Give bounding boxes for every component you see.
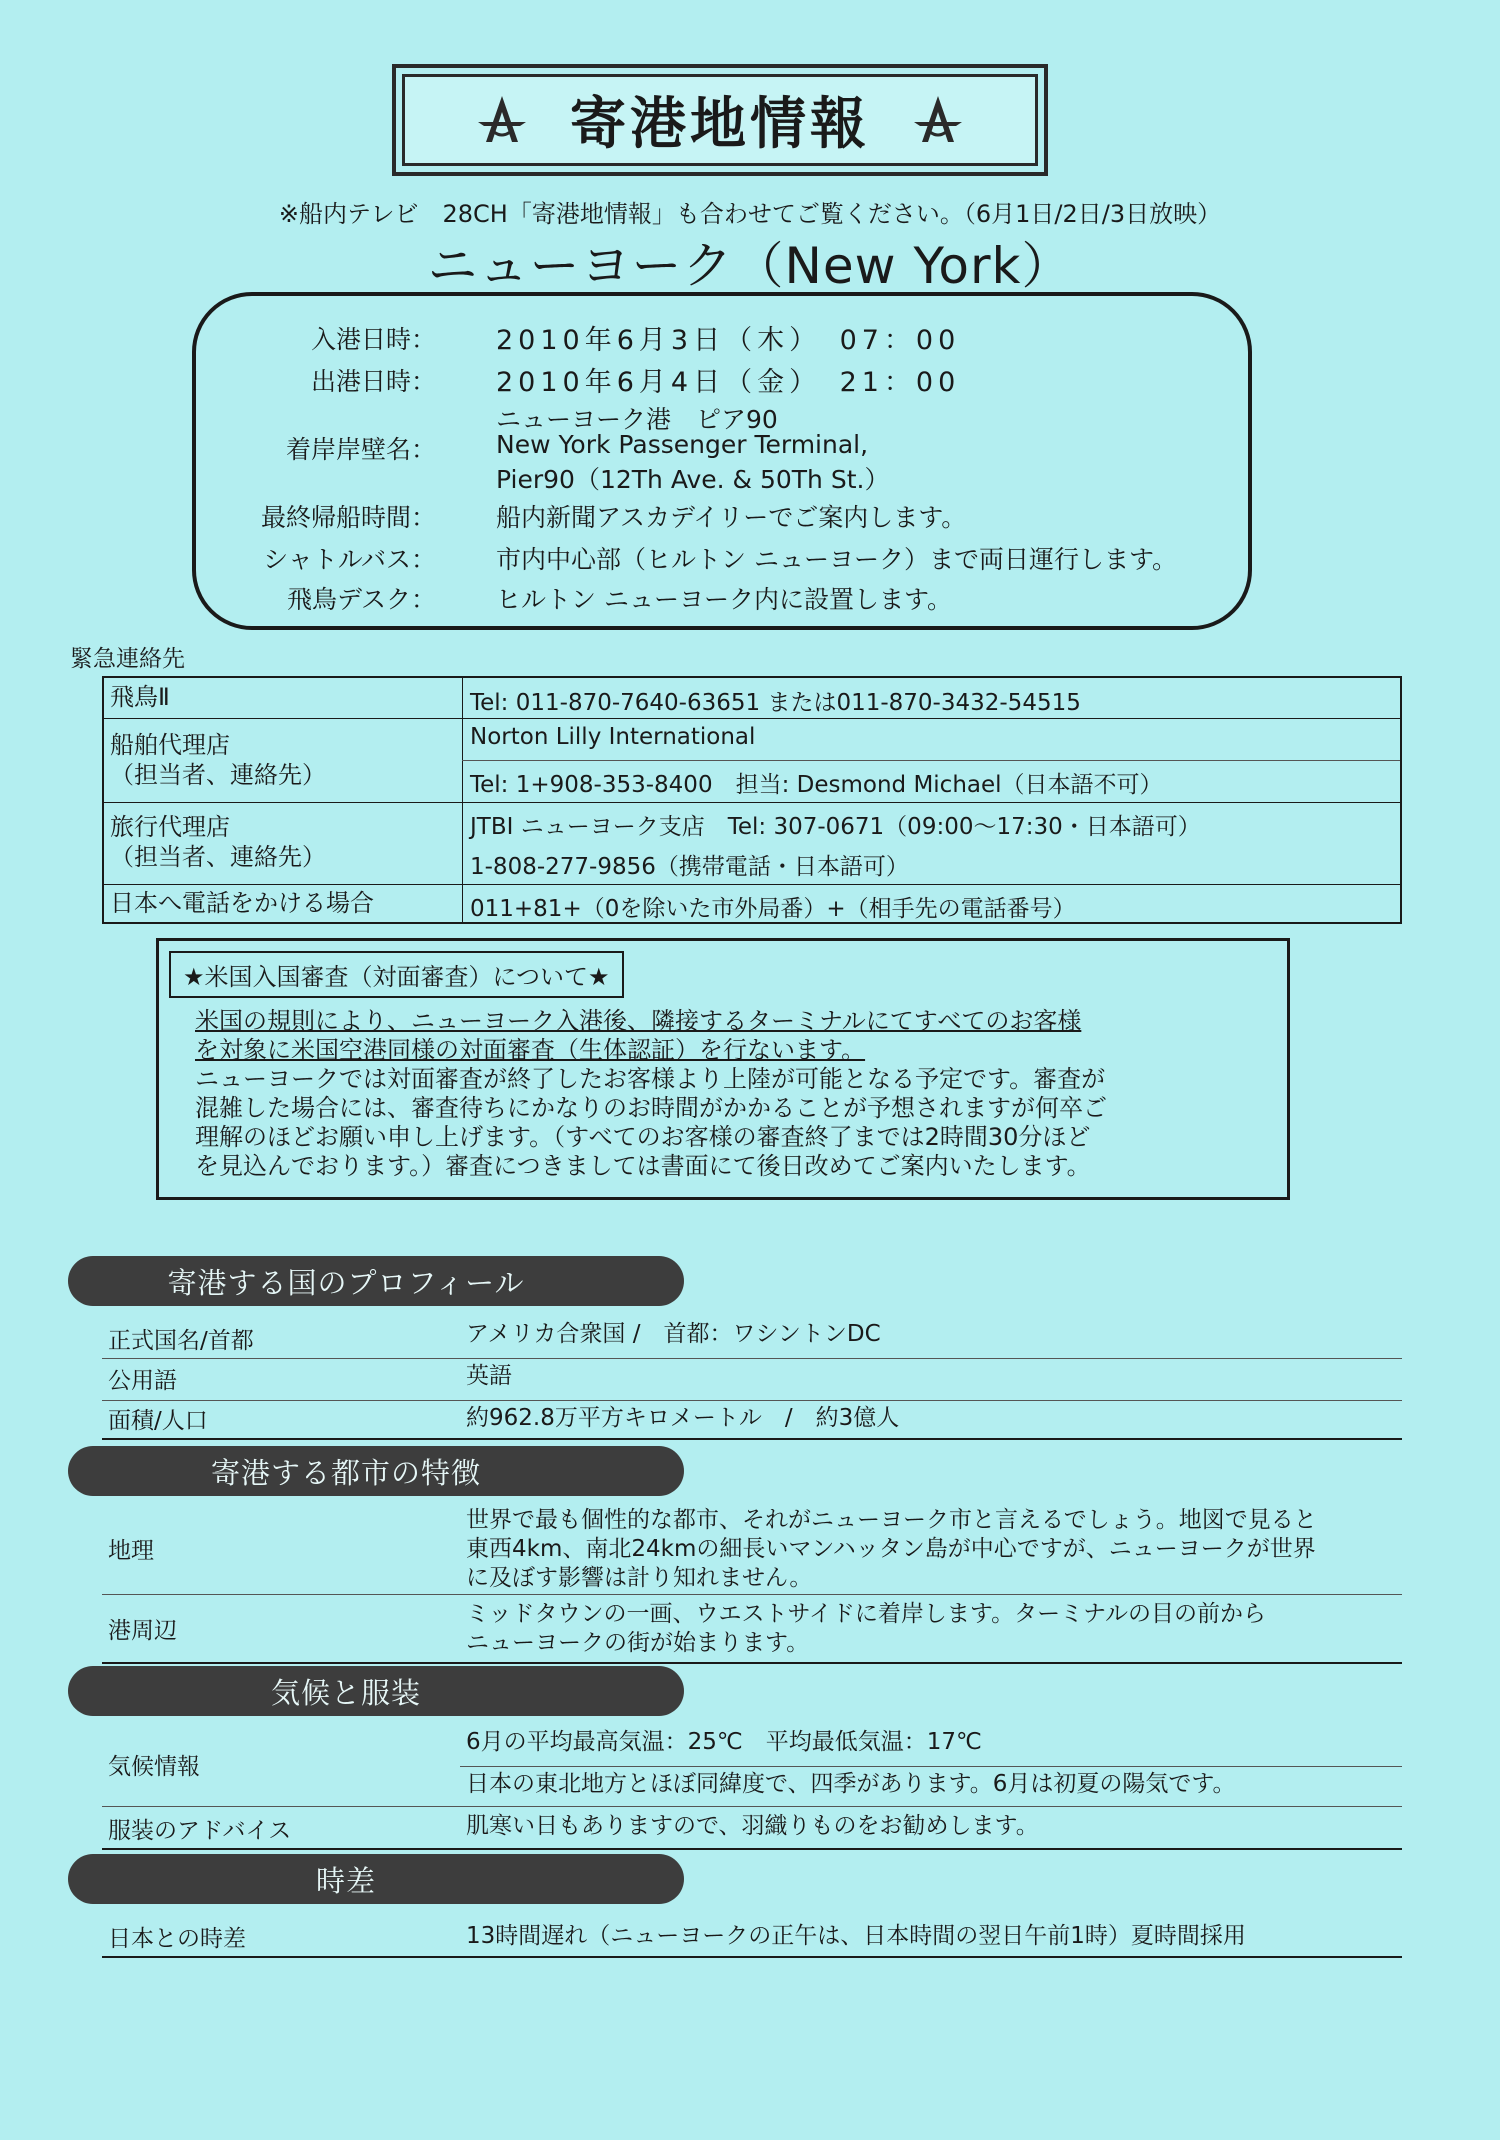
departure-label: 出港日時：: [310, 367, 436, 396]
title-plaque: [392, 64, 1048, 176]
geography-label: 地理: [108, 1538, 154, 1564]
notice-line: ニューヨークでは対面審査が終了したお客様より上陸が可能となる予定です。審査が: [195, 1065, 1106, 1093]
travel-label-1: 旅行代理店: [110, 813, 230, 841]
table-rule: [104, 802, 1400, 803]
call-japan-label: 日本へ電話をかける場合: [110, 889, 374, 917]
table-rule: [104, 718, 1400, 719]
notice-line: を見込んでおります。）審査につきましては書面にて後日改めてご案内いたします。: [195, 1152, 1091, 1180]
geography-line: 東西4km、南北24kmの細長いマンハッタン島が中心ですが、ニューヨークが世界: [466, 1536, 1316, 1562]
section-header-city: 寄港する都市の特徴: [68, 1446, 684, 1496]
port-area-line: ミッドタウンの一画、ウエストサイドに着岸します。ターミナルの目の前から: [466, 1601, 1266, 1627]
language-label: 公用語: [108, 1368, 177, 1394]
notice-line: 混雑した場合には、審査待ちにかなりのお時間がかかることが予想されますが何卒ご: [195, 1094, 1107, 1122]
anchor-emblem-icon: [910, 92, 966, 148]
notice-body: [195, 1007, 1265, 1181]
row-rule: [102, 1806, 1402, 1807]
notice-line: を対象に米国空港同様の対面審査（生体認証）を行ないます。: [195, 1036, 866, 1064]
ship-tel: Tel: 011-870-7640-63651 または011-870-3432-54515: [470, 690, 1081, 716]
geography-line: 世界で最も個性的な都市、それがニューヨーク市と言えるでしょう。地図で見ると: [466, 1507, 1317, 1533]
clothing-label: 服装のアドバイス: [108, 1818, 292, 1844]
immigration-notice: [156, 938, 1290, 1200]
call-japan-value: 011+81+（0を除いた市外局番）+（相手先の電話番号）: [470, 896, 1076, 922]
tv-note: ※船内テレビ 28CH「寄港地情報」も合わせてご覧ください。（6月1日/2日/3日放映）: [278, 200, 1222, 228]
last-boarding-label: 最終帰船時間：: [260, 503, 436, 532]
port-area-value: [466, 1600, 1396, 1658]
ship-label: 飛鳥Ⅱ: [110, 683, 170, 711]
agent-label-2: （担当者、連絡先）: [110, 761, 326, 789]
geography-value: [466, 1506, 1396, 1593]
emergency-heading: 緊急連絡先: [70, 646, 185, 672]
area-label: 面積/人口: [108, 1408, 208, 1434]
page-title: 寄港地情報: [570, 92, 870, 157]
berth-line-2: New York Passenger Terminal,: [496, 430, 869, 459]
arrival-label: 入港日時：: [310, 325, 436, 354]
geography-line: に及ぼす影響は計り知れません。: [466, 1565, 813, 1591]
climate-desc: 日本の東北地方とほぼ同緯度で、四季があります。6月は初夏の陽気です。: [466, 1771, 1236, 1797]
berth-line-3: Pier90（12Th Ave. & 50Th St.）: [496, 465, 890, 494]
agent-label-1: 船舶代理店: [110, 731, 230, 759]
notice-line: 理解のほどお願い申し上げます。（すべてのお客様の審査終了までは2時間30分ほど: [195, 1123, 1091, 1151]
row-rule: [460, 1766, 1402, 1767]
section-header-profile: 寄港する国のプロフィール: [68, 1256, 684, 1306]
notice-line: 米国の規則により、ニューヨーク入港後、隣接するターミナルにてすべてのお客様: [195, 1007, 1082, 1035]
shuttle-value: 市内中心部（ヒルトン ニューヨーク）まで両日運行します。: [496, 545, 1177, 574]
climate-temp: 6月の平均最高気温：25℃ 平均最低気温：17℃: [466, 1729, 982, 1755]
timezone-value: 13時間遅れ（ニューヨークの正午は、日本時間の翌日午前1時）夏時間採用: [466, 1923, 1246, 1949]
timezone-label: 日本との時差: [108, 1926, 246, 1952]
official-name-value: アメリカ合衆国 / 首都：ワシントンDC: [466, 1321, 881, 1347]
row-rule: [102, 1956, 1402, 1958]
table-rule: [104, 884, 1400, 885]
row-rule: [102, 1400, 1402, 1401]
section-header-climate: 気候と服装: [68, 1666, 684, 1716]
berth-label: 着岸岸壁名：: [285, 435, 436, 464]
agent-tel: Tel: 1+908-353-8400 担当: Desmond Michael（日本語不可）: [470, 772, 1163, 798]
travel-label-2: （担当者、連絡先）: [110, 843, 326, 871]
travel-line-2: 1-808-277-9856（携帯電話・日本語可）: [470, 854, 909, 880]
agent-name: Norton Lilly International: [470, 724, 756, 750]
row-rule: [102, 1594, 1402, 1595]
table-rule: [462, 760, 1400, 761]
notice-title: ★米国入国審査（対面審査）について★: [169, 951, 624, 998]
desk-label: 飛鳥デスク：: [286, 585, 436, 614]
anchor-emblem-icon: [474, 92, 530, 148]
emergency-table: [102, 676, 1402, 924]
port-area-label: 港周辺: [108, 1618, 177, 1644]
port-area-line: ニューヨークの街が始まります。: [466, 1630, 810, 1656]
arrival-value: 2010年6月3日（木） 07：00: [496, 325, 961, 356]
section-header-timezone: 時差: [68, 1854, 684, 1904]
table-divider: [462, 678, 463, 922]
shuttle-label: シャトルバス：: [263, 545, 436, 574]
berth-line-1: ニューヨーク港 ピア90: [496, 405, 778, 434]
port-info-box: [192, 292, 1252, 630]
travel-line-1: JTBI ニューヨーク支店 Tel: 307-0671（09:00～17:30・日本語可）: [470, 814, 1201, 840]
port-title: ニューヨーク（New York）: [427, 237, 1073, 295]
row-rule: [102, 1848, 1402, 1850]
language-value: 英語: [466, 1363, 512, 1389]
departure-value: 2010年6月4日（金） 21：00: [496, 367, 961, 398]
area-value: 約962.8万平方キロメートル / 約3億人: [466, 1405, 900, 1431]
climate-label: 気候情報: [108, 1754, 200, 1780]
row-rule: [102, 1662, 1402, 1664]
row-rule: [102, 1358, 1402, 1359]
desk-value: ヒルトン ニューヨーク内に設置します。: [496, 585, 952, 614]
row-rule: [102, 1438, 1402, 1440]
last-boarding-value: 船内新聞アスカデイリーでご案内します。: [496, 503, 967, 532]
clothing-value: 肌寒い日もありますので、羽織りものをお勧めします。: [466, 1813, 1039, 1839]
official-name-label: 正式国名/首都: [108, 1328, 254, 1354]
